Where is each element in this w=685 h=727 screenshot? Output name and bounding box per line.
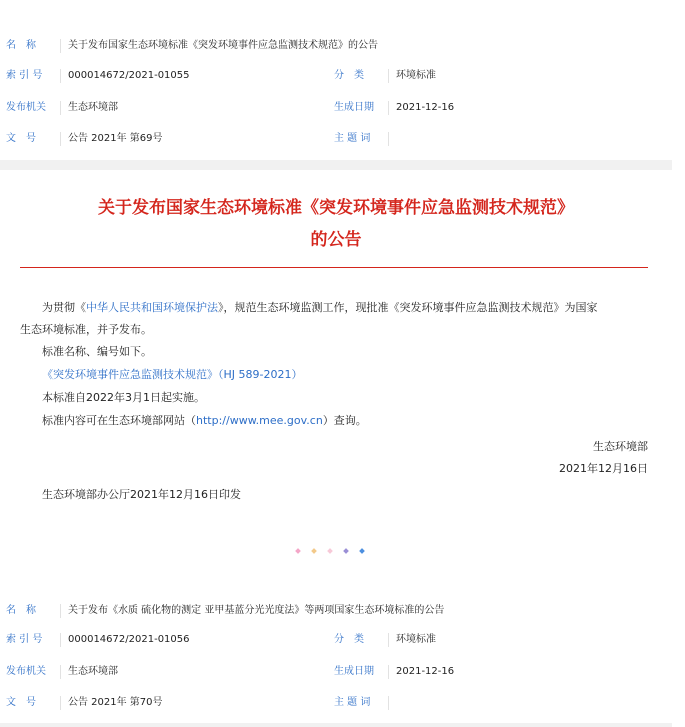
label-index: 索 引 号	[6, 634, 43, 645]
label-issuer: 发布机关	[6, 666, 46, 677]
meta-row-docno	[0, 130, 672, 148]
label-category: 分 类	[334, 634, 364, 645]
meta-row-index	[0, 67, 672, 85]
date-value: 2021-12-16	[396, 666, 455, 677]
docno-value: 公告 2021年 第70号	[68, 697, 163, 708]
separator	[60, 604, 61, 618]
meta-row-issuer	[0, 663, 672, 681]
separator	[60, 132, 61, 146]
dot-icon	[311, 548, 317, 554]
paragraph-5	[42, 410, 367, 432]
label-keywords: 主 题 词	[334, 697, 371, 708]
separator	[388, 101, 389, 115]
separator	[388, 633, 389, 647]
label-category: 分 类	[334, 70, 364, 81]
label-docno: 文 号	[6, 697, 36, 708]
separator	[60, 101, 61, 115]
standard-link[interactable]: 《突发环境事件应急监测技术规范》（HJ 589-2021）	[42, 368, 303, 381]
docno-value: 公告 2021年 第69号	[68, 133, 163, 144]
website-link[interactable]: http://www.mee.gov.cn	[196, 414, 323, 427]
section-divider	[0, 160, 672, 170]
label-keywords: 主 题 词	[334, 133, 371, 144]
signature-org: 生态环境部	[593, 440, 648, 453]
separator	[388, 696, 389, 710]
meta-row-docno	[0, 694, 672, 712]
title-rule	[20, 267, 648, 268]
print-footer: 生态环境部办公厅2021年12月16日印发	[42, 488, 241, 501]
issuer-value: 生态环境部	[68, 666, 118, 677]
category-value: 环境标准	[396, 70, 436, 81]
separator	[60, 696, 61, 710]
signature-date: 2021年12月16日	[559, 462, 648, 475]
paragraph-2: 标准名称、编号如下。	[42, 345, 152, 358]
dot-icon	[327, 548, 333, 554]
paragraph-4: 本标准自2022年3月1日起实施。	[42, 391, 205, 404]
p1-before: 为贯彻《	[42, 301, 86, 314]
separator	[388, 69, 389, 83]
label-name: 名 称	[6, 40, 36, 51]
label-issuer: 发布机关	[6, 102, 46, 113]
doc-name-link[interactable]: 关于发布《水质 硫化物的测定 亚甲基蓝分光光度法》等两项国家生态环境标准的公告	[68, 605, 445, 616]
meta-row-name	[0, 37, 672, 55]
date-value: 2021-12-16	[396, 102, 455, 113]
index-number: 000014672/2021-01056	[68, 634, 190, 645]
p5-after: ）查询。	[322, 414, 367, 427]
p1-after: 》，规范生态环境监测工作，现批准《突发环境事件应急监测技术规范》为国家	[218, 301, 598, 314]
label-date: 生成日期	[334, 666, 374, 677]
issuer-value: 生态环境部	[68, 102, 118, 113]
bottom-divider	[0, 723, 672, 727]
meta-row-issuer	[0, 99, 672, 117]
separator	[60, 39, 61, 53]
paragraph-1	[42, 297, 598, 319]
article-title-line-1: 关于发布国家生态环境标准《突发环境事件应急监测技术规范》	[98, 198, 574, 218]
decorative-dots	[0, 546, 672, 556]
separator	[60, 633, 61, 647]
label-docno: 文 号	[6, 133, 36, 144]
p5-before: 标准内容可在生态环境部网站（	[42, 414, 196, 427]
dot-icon	[343, 548, 349, 554]
dot-icon	[359, 548, 365, 554]
index-number: 000014672/2021-01055	[68, 70, 190, 81]
label-name: 名 称	[6, 605, 36, 616]
separator	[388, 665, 389, 679]
article-title-line-2: 的公告	[310, 230, 362, 250]
label-date: 生成日期	[334, 102, 374, 113]
dot-icon	[295, 548, 301, 554]
separator	[60, 69, 61, 83]
label-index: 索 引 号	[6, 70, 43, 81]
category-value: 环境标准	[396, 634, 436, 645]
law-link[interactable]: 中华人民共和国环境保护法	[86, 301, 218, 314]
separator	[60, 665, 61, 679]
paragraph-1-cont: 生态环境标准，并予发布。	[20, 323, 152, 336]
meta-row-name	[0, 602, 672, 620]
doc-name-link[interactable]: 关于发布国家生态环境标准《突发环境事件应急监测技术规范》的公告	[68, 40, 378, 51]
separator	[388, 132, 389, 146]
meta-row-index	[0, 631, 672, 649]
